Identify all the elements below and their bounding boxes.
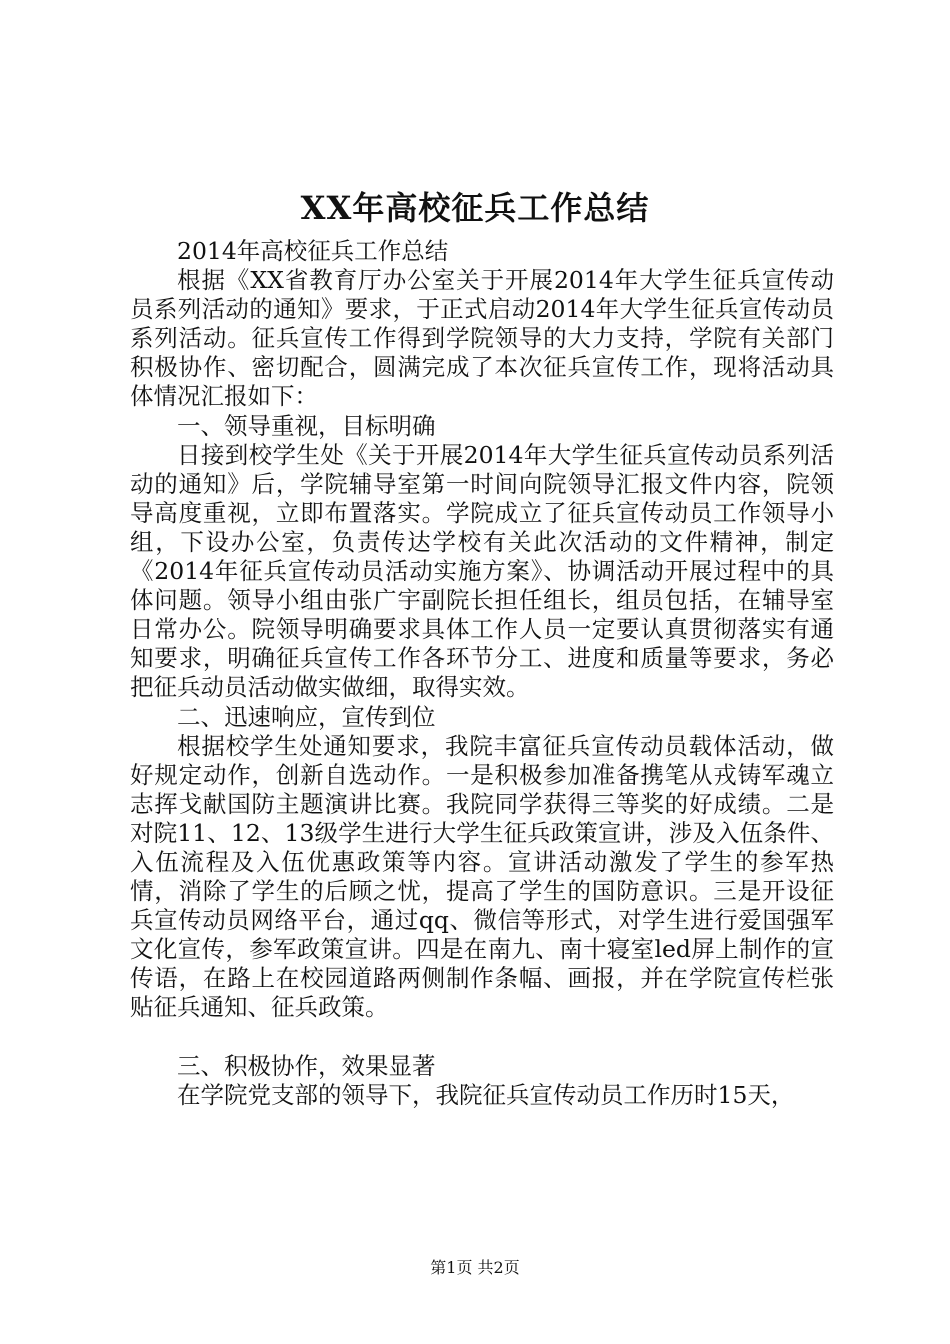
document-body [130, 237, 834, 1110]
page-number-footer: 第1页 共2页 [430, 1258, 520, 1277]
document-title: XX年高校征兵工作总结 [300, 189, 650, 227]
section-paragraph-2: 根据校学生处通知要求，我院丰富征兵宣传动员载体活动，做好规定动作，创新自选动作。一是积极参加准备携笔从戎铸军魂立志挥戈献国防主题演讲比赛。我院同学获得三等奖的好成绩。二是对院11、12、13级学生进行大学生征兵政策宣讲，涉及入伍条件、入伍流程及入伍优惠政策等内容。宣讲活动激发了学生的参军热情，消除了学生的后顾之忧，提高了学生的国防意识。三是开设征兵宣传动员网络平台，通过qq、微信等形式，对学生进行爱国强军文化宣传，参军政策宣讲。四是在南九、南十寝室led屏上制作的宣传语，在路上在校园道路两侧制作条幅、画报，并在学院宣传栏张贴征兵通知、征兵政策。 [130, 731, 834, 1022]
section-paragraph-3: 在学院党支部的领导下，我院征兵宣传动员工作历时15天， [177, 1080, 795, 1109]
section-heading-1: 一、领导重视，目标明确 [177, 411, 436, 440]
section-heading-2: 二、迅速响应，宣传到位 [177, 702, 436, 731]
intro-paragraph: 根据《XX省教育厅办公室关于开展2014年大学生征兵宣传动员系列活动的通知》要求，于正式启动2014年大学生征兵宣传动员系列活动。征兵宣传工作得到学院领导的大力支持，学院有关部门积极协作、密切配合，圆满完成了本次征兵宣传工作，现将活动具体情况汇报如下： [130, 266, 834, 411]
section-heading-3: 三、积极协作，效果显著 [177, 1051, 436, 1080]
section-paragraph-1: 日接到校学生处《关于开展2014年大学生征兵宣传动员系列活动的通知》后，学院辅导室第一时间向院领导汇报文件内容，院领导高度重视，立即布置落实。学院成立了征兵宣传动员工作领导小组，下设办公室，负责传达学校有关此次活动的文件精神，制定《2014年征兵宣传动员活动实施方案》、协调活动开展过程中的具体问题。领导小组由张广宇副院长担任组长，组员包括，在辅导室日常办公。院领导明确要求具体工作人员一定要认真贯彻落实有通知要求，明确征兵宣传工作各环节分工、进度和质量等要求，务必把征兵动员活动做实做细，取得实效。 [130, 440, 834, 702]
subtitle-paragraph: 2014年高校征兵工作总结 [177, 237, 449, 265]
